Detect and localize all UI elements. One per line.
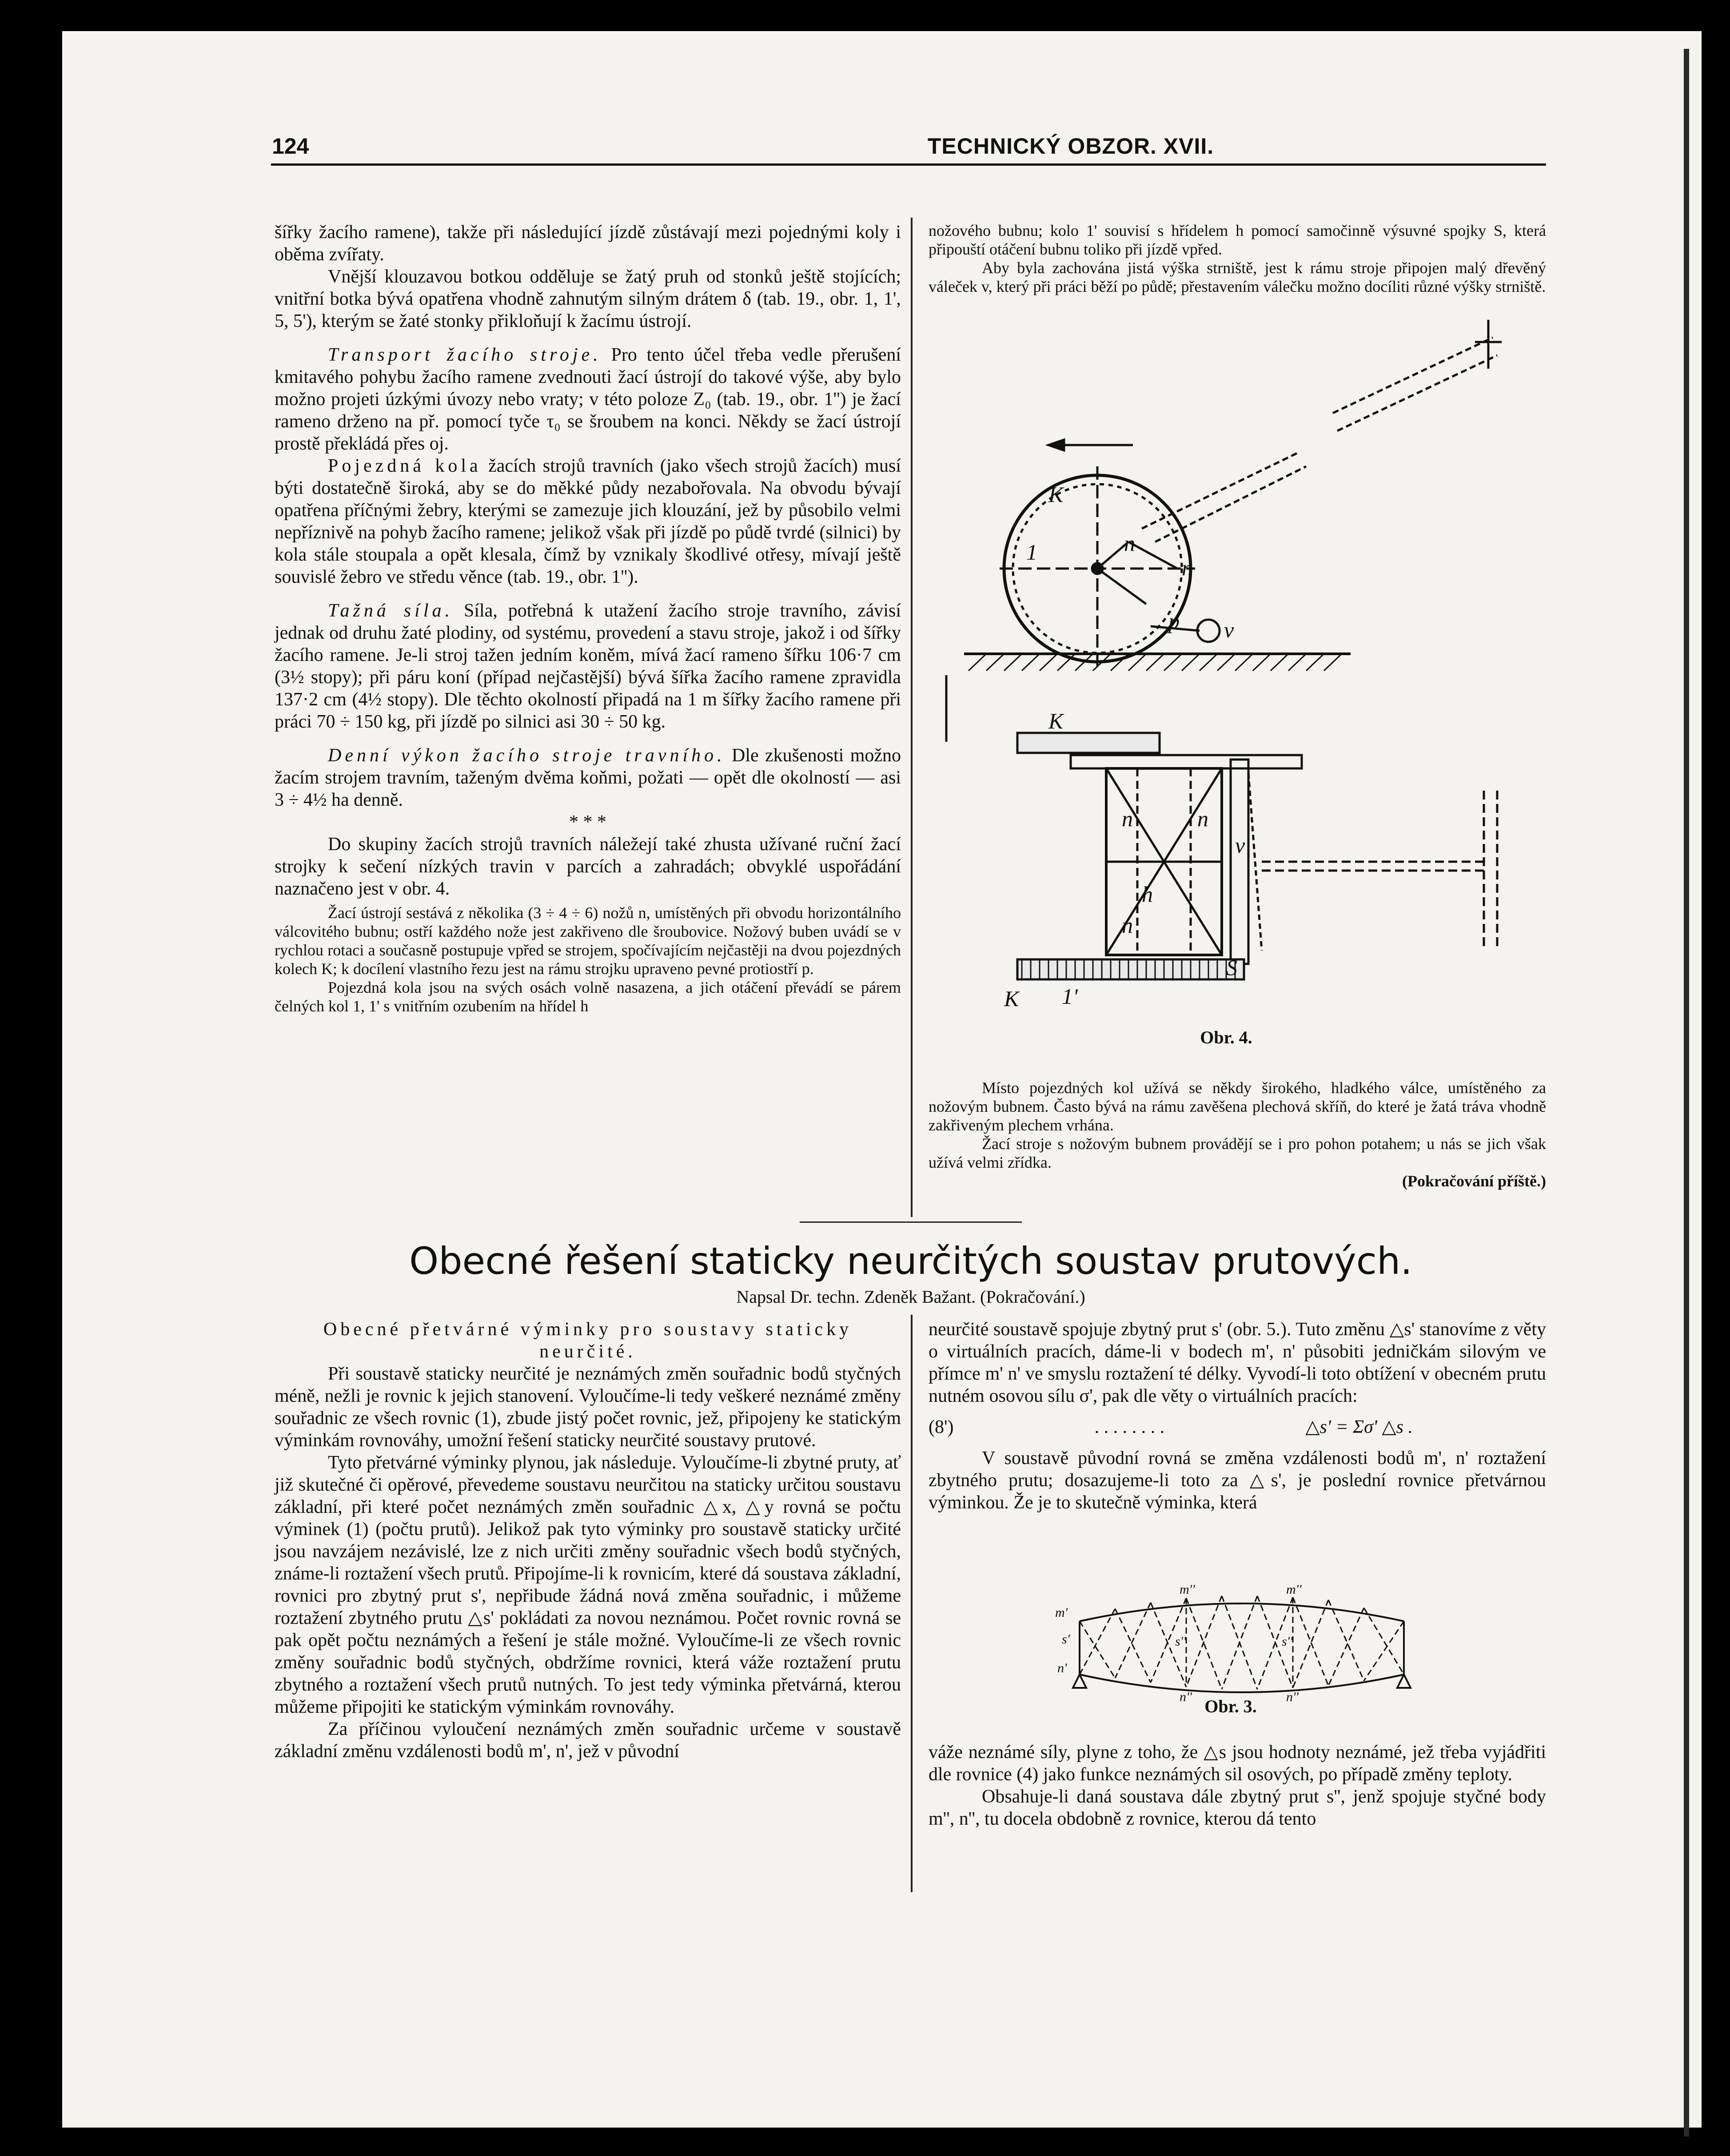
truss-top-chord: [1080, 1603, 1404, 1621]
paragraph: Za příčinou vyloučení neznámých změn souřadnic určeme v soustavě základní změnu vzdálenosti bodů m', n', jež v původní: [275, 1719, 901, 1762]
paragraph: Vnější klouzavou botkou odděluje se žatý pruh od stonků ještě stojících; vnitřní botka bývá opatřena vhodně zahnutým silným drátem δ (tab. 19., obr. 1, 1', 5, 5'), kterým se žaté stonky přikloňují k žacímu ústrojí.: [275, 267, 901, 331]
section-heading: Obecné přetvárné výminky pro soustavy staticky neurčité.: [323, 1319, 853, 1362]
header-rule: [271, 163, 1546, 166]
paragraph-text: Pro tento účel třeba vedle přerušení kmitavého pohybu žacího ramene zvednouti žací ústrojí do takové výše, aby bylo možno projeti úzkými úvozy nebo vraty; v této poloze Z₀ (tab. 19., obr. 1'') je žací rameno drženo na př. pomocí tyče τ₀ se šroubem na konci. Někdy se žací ústrojí prostě překládá přes oj.: [275, 345, 901, 454]
label-n: n: [1122, 913, 1133, 938]
wheel-k-bottom: [1017, 959, 1244, 979]
label-n: n: [1182, 555, 1193, 580]
spaced-term: Pojezdná kola: [328, 456, 482, 476]
binding-gutter: [1684, 49, 1689, 2136]
paragraph: Tyto přetvárné výminky plynou, jak následuje. Vyloučíme-li zbytné pruty, ať již skutečné či opěrové, převedeme soustavu neurčitou na staticky určitou soustavu základní, při které počet neznámých změn souřadnic △x, △y rovná se počtu výminek (1) (počtu prutů). Jelikož pak tyto výminky pro soustavě staticky určité jsou navzájem nezávislé, lze z nich určiti změny souřadnic všech bodů styčných, známe-li roztažení všech prutů. Připojíme-li k rovnicím, které dá soustava základní, rovnici pro zbytný prut s', nepřibude žádná nová změna souřadnic, i můžeme roztažení zbytného prutu △s' pokládati za novou neznámou. Počet rovnic rovná se pak opět počtu neznámých a řešení je stále možné. Vyloučíme-li ze všech rovnic změny souřadnic bodů styčných, obdržíme rovnici, která váže roztažení prutu zbytného a roztažení všech prutů nutných. To jest tedy výminka přetvárná, kterou můžeme připojiti ke statickým výminkám rovnováhy.: [275, 1452, 901, 1717]
paragraph-small: Aby byla zachována jistá výška strniště, jest k rámu stroje připojen malý dřevěný váleček v, který při práci běží po půdě; přestavením válečku možno docíliti různé výšky strniště.: [929, 259, 1546, 295]
run-in-heading: Tažná síla.: [328, 601, 453, 621]
label-m3: m'': [1286, 1582, 1302, 1597]
paragraph-small: Místo pojezdných kol užívá se někdy širokého, hladkého válce, umístěného za nožovým bubnem. Často bývá na rámu zavěšena plechová skříň, do které je žatá tráva vhodně zakřiveným plechem vrhána.: [929, 1079, 1546, 1134]
top-left-column: [275, 221, 901, 1015]
label-n3: n'': [1286, 1690, 1299, 1701]
label-p: p: [1168, 609, 1180, 633]
label-v: v: [1224, 617, 1234, 642]
section-stars: * * *: [569, 812, 606, 832]
top-right-column-upper: [929, 221, 1546, 296]
title-rule: [800, 1221, 1022, 1223]
label-k: K: [1048, 482, 1064, 507]
journal-title: TECHNICKÝ OBZOR. XVII.: [927, 134, 1214, 159]
run-in-heading: Denní výkon žacího stroje travního.: [328, 745, 725, 766]
paragraph-small: Žací ústrojí sestává z několika (3 ÷ 4 ÷ 6) nožů n, umístěných při obvodu horizontálního válcovitého bubnu; ostří každého nože jest zakřiveno dle šroubovice. Nožový buben uvádí se v rychlou rotaci a současně postupuje vpřed se strojem, spočívajícím nejčastěji na dvou pojezdných kolech K; k docílení vlastního řezu jest na rámu strojku upraveno pevné protiostří p.: [275, 904, 901, 978]
paragraph: Obsahuje-li daná soustava dále zbytný prut s'', jenž spojuje styčné body m'', n'', tu docela obdobně z rovnice, kterou dá tento: [929, 1786, 1546, 1829]
label-1: 1: [1026, 540, 1037, 565]
paragraph-text: Dle zkušenosti možno žacím strojem travním, taženým dvěma koňmi, požati — opět dle okolností — asi 3 ÷ 4½ ha denně.: [275, 745, 901, 810]
article-byline: Napsal Dr. techn. Zdeněk Bažant. (Pokračování.): [736, 1287, 1085, 1307]
wheel-k-top: [1017, 733, 1160, 753]
paragraph-text: žacích strojů travních (jako všech strojů žacích) musí býti dostatečně široká, aby se do měkké půdy nezabořovala. Na obvodu bývají opatřena příčnými žebry, kterými se zamezuje jich klouzání, jež by působilo velmi nepříznivě na pohyb žacího ramene; jelikož však při jízdě po půdě tvrdé (silnici) by kola stále stoupala a opět klesala, čímž by vznikaly škodlivé otřesy, mívají ještě souvislé žebro ve středu věnce (tab. 19., obr. 1'').: [275, 456, 901, 587]
paragraph: [275, 455, 901, 588]
run-in-heading: Transport žacího stroje.: [328, 345, 602, 365]
equation-leader: . . . . . . . .: [1094, 1417, 1165, 1437]
figure-4-caption: Obr. 4.: [1200, 1027, 1252, 1047]
bottom-left-column: [275, 1318, 901, 1762]
bottom-right-column: [929, 1318, 1546, 1514]
label-k: K: [1048, 708, 1064, 733]
equation-body: △s' = Σσ' △s .: [1305, 1417, 1413, 1437]
page-number: 124: [272, 134, 309, 159]
column-rule-bottom: [911, 1315, 913, 1892]
label-n: n: [1124, 531, 1135, 556]
label-s2: s'': [1282, 1634, 1293, 1649]
paragraph: [275, 600, 901, 733]
arrow-head: [1048, 440, 1064, 450]
column-rule-top: [911, 218, 913, 1217]
label-n: n: [1197, 806, 1208, 831]
label-s2: s'': [1175, 1634, 1186, 1649]
label-s1: s': [1062, 1632, 1070, 1647]
paragraph: neurčité soustavě spojuje zbytný prut s' (obr. 5.). Tuto změnu △s' stanovíme z věty o virtuálních pracích, dáme-li v bodech m', n' působiti jedničkám silovým ve přímce m' n' ve smyslu roztažení té délky. Vyvodí-li toto obtížení v obecném prutu nutném osovou sílu σ', pak dle věty o virtuálních pracích:: [929, 1319, 1546, 1406]
label-v: v: [1235, 833, 1245, 858]
paragraph: šířky žacího ramene), takže při následující jízdě zůstávají mezi pojednými koly i oběma zvířaty.: [275, 222, 901, 265]
paragraph: Při soustavě staticky neurčité je neznámých změn souřadnic bodů styčných méně, nežli je rovnic k jejich stanovení. Vyloučíme-li tedy veškeré neznámé změny souřadnic ze všech rovnic (1), zbude jistý počet rovnic, jež, připojeny ke statickým výminkám rovnováhy, umožní řešení staticky neurčité soustavy prutové.: [275, 1364, 901, 1451]
paragraph: [275, 744, 901, 811]
top-right-column-lower: [929, 1078, 1546, 1190]
article-title: Obecné řešení staticky neurčitých soustav prutových.: [409, 1239, 1412, 1283]
paragraph-small: Žací stroje s nožovým bubnem provádějí se i pro pohon potahem; u nás se jich však užívá velmi zřídka.: [929, 1135, 1546, 1171]
label-n2: n'': [1180, 1690, 1192, 1701]
label-n1: n': [1057, 1661, 1067, 1675]
paragraph-small: Pojezdná kola jsou na svých osách volně nasazena, a jich otáčení převádí se párem čelných kol 1, 1' s vnitřním ozubením na hřídel h: [275, 979, 901, 1015]
paragraph-small: nožového bubnu; kolo 1' souvisí s hřídelem h pomocí samočinně výsuvné spojky S, která připouští otáčení bubnu toliko při jízdě vpřed.: [929, 222, 1546, 258]
label-m1: m': [1055, 1605, 1068, 1620]
figure-3-caption: Obr. 3.: [1204, 1696, 1257, 1716]
figure-3-truss: [1053, 1581, 1431, 1701]
paragraph: Do skupiny žacích strojů travních náležejí také zhusta užívané ruční žací strojky k sečení nízkých travin v parcích a zahradách; obvyklé uspořádání naznačeno jest v obr. 4.: [275, 834, 901, 899]
frame-rail: [1231, 760, 1248, 964]
paragraph: V soustavě původní rovná se změna vzdálenosti bodů m', n' roztažení zbytného prutu; dosazujeme-li toto za △s', je poslední rovnice přetvárnou výminkou. Že je to skutečně výminka, která: [929, 1448, 1546, 1513]
paragraph: [275, 344, 901, 455]
bottom-right-column-lower: [929, 1741, 1546, 1830]
label-1p: 1': [1062, 984, 1078, 1009]
label-n: n: [1122, 806, 1133, 831]
equation-8: [929, 1416, 1546, 1438]
label-s: S: [1226, 955, 1237, 980]
continuation-note: (Pokračování příště.): [1402, 1172, 1546, 1190]
paragraph-text: Síla, potřebná k utažení žacího stroje travního, závisí jednak od druhu žaté plodiny, od systému, provedení a stavu stroje, jakož i od šířky žacího ramene. Je-li stroj tažen jedním koněm, mívá žací rameno šířku 106·7 cm (3½ stopy); při páru koní (případ nejčastější) bývá šířka žacího ramene zpravidla 137·2 cm (4½ stopy). Dle těchto okolností připadá na 1 m šířky žacího ramene při práci 70 ÷ 150 kg, při jízdě po silnici asi 30 ÷ 50 kg.: [275, 601, 901, 732]
paragraph: váže neznámé síly, plyne z toho, že △s jsou hodnoty neznámé, jež třeba vyjádřiti dle rovnice (4) jako funkce neznámých sil osových, po případě změny teploty.: [929, 1742, 1546, 1785]
truss-bottom-chord: [1080, 1675, 1404, 1692]
label-m2: m'': [1180, 1582, 1195, 1597]
equation-number: (8'): [929, 1417, 954, 1437]
label-k: K: [1004, 986, 1019, 1011]
label-h: h: [1142, 882, 1153, 907]
figure-4-mower-drawing: [942, 320, 1537, 1039]
roller-v: [1197, 620, 1220, 642]
